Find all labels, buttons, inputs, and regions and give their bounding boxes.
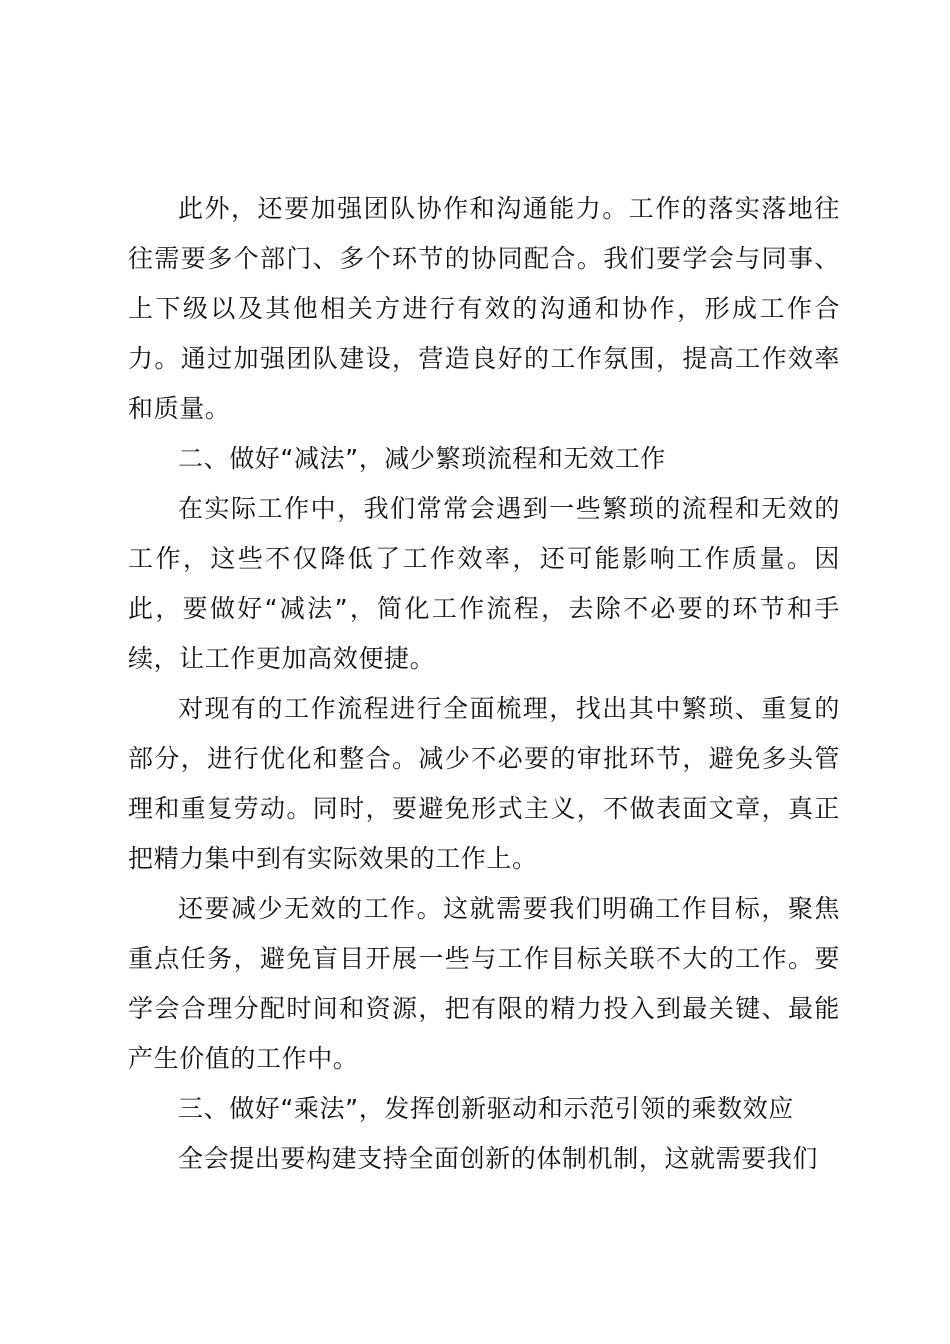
section-heading-multiplication: 三、做好“乘法”，发挥创新驱动和示范引领的乘数效应 [178,1094,794,1123]
paragraph-innovation: 全会提出要构建支持全面创新的体制机制，这就需要我们 [178,1144,819,1173]
paragraph-process-review: 对现有的工作流程进行全面梳理，找出其中繁琐、重复的部分，进行优化和整合。减少不必要的审批环节，避免多头管理和重复劳动。同时，要避免形式主义，不做表面文章，真正把精力集中到有实际效果的工作上。 [128,694,840,873]
document-body [128,184,840,1184]
paragraph-teamwork: 此外，还要加强团队协作和沟通能力。工作的落实落地往往需要多个部门、多个环节的协同配合。我们要学会与同事、上下级以及其他相关方进行有效的沟通和协作，形成工作合力。通过加强团队建设，营造良好的工作氛围，提高工作效率和质量。 [128,194,840,423]
paragraph-cumbersome-processes: 在实际工作中，我们常常会遇到一些繁琐的流程和无效的工作，这些不仅降低了工作效率，还可能影响工作质量。因此，要做好“减法”，简化工作流程，去除不必要的环节和手续，让工作更加高效便捷。 [128,494,840,673]
paragraph-reduce-ineffective-work: 还要减少无效的工作。这就需要我们明确工作目标，聚焦重点任务，避免盲目开展一些与工作目标关联不大的工作。要学会合理分配时间和资源，把有限的精力投入到最关键、最能产生价值的工作中。 [128,894,840,1073]
section-heading-subtraction: 二、做好“减法”，减少繁琐流程和无效工作 [178,444,666,473]
